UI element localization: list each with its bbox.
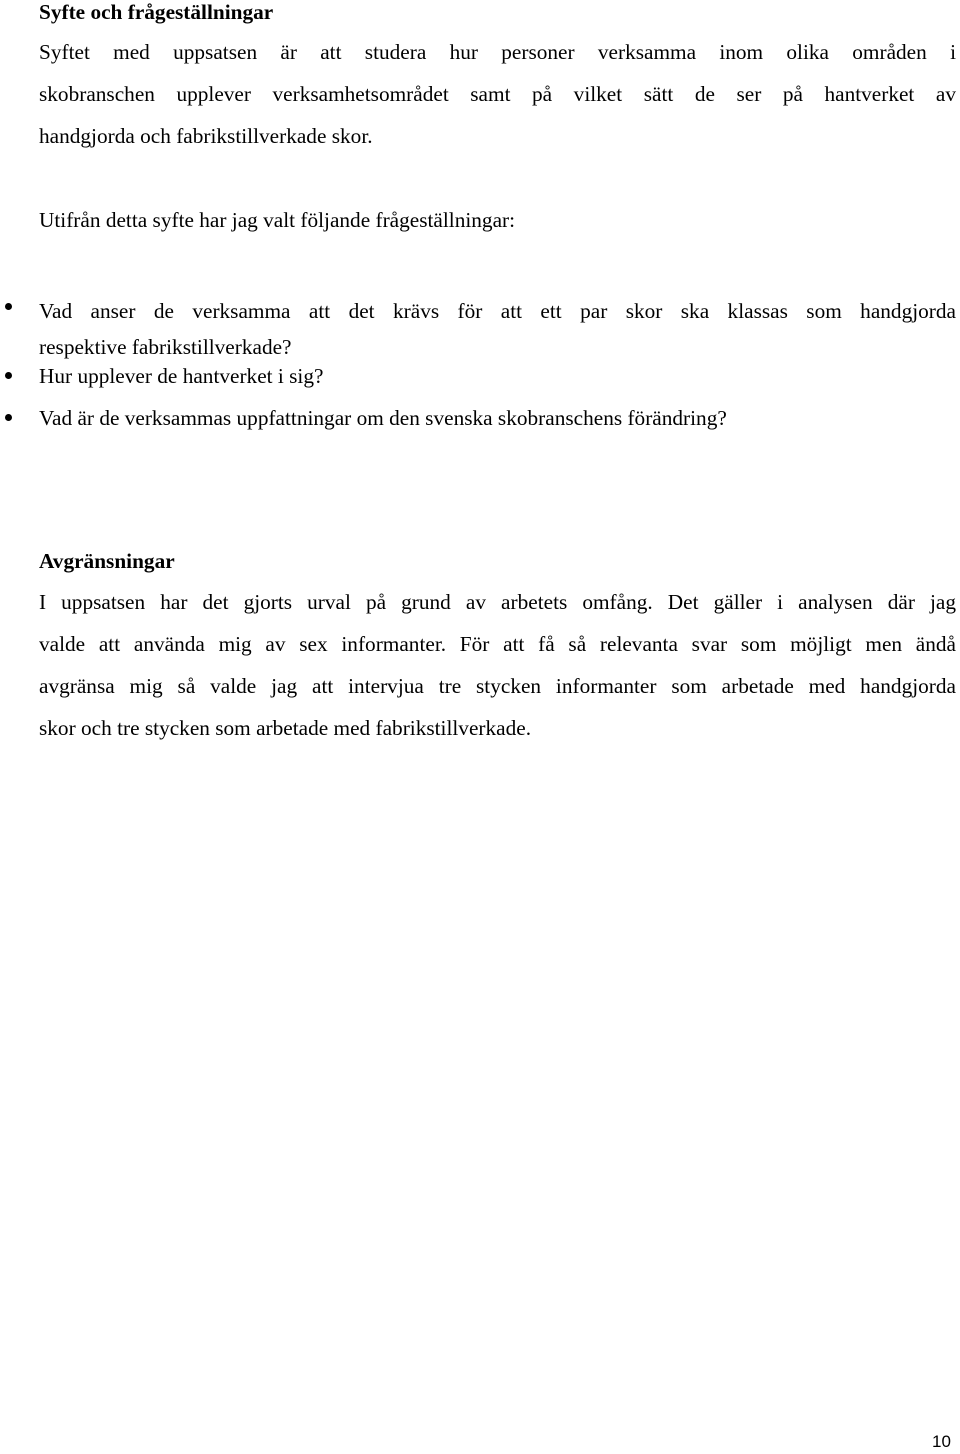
question-line: Vad är de verksammas uppfattningar om den svenska skobranschens förändring?	[39, 406, 727, 430]
paragraph-line: skobranschen upplever verksamhetsområdet samt på vilket sätt de ser på hantverket av	[39, 82, 956, 106]
paragraph-line: skor och tre stycken som arbetade med fabrikstillverkade.	[39, 716, 532, 740]
bullet-icon	[5, 303, 12, 310]
questions-intro: Utifrån detta syfte har jag valt följande frågeställningar:	[39, 208, 516, 232]
paragraph-line: Syftet med uppsatsen är att studera hur personer verksamma inom olika områden i	[39, 40, 956, 64]
paragraph-line: avgränsa mig så valde jag att intervjua tre stycken informanter som arbetade med handgjorda	[39, 674, 956, 698]
research-questions-list	[0, 290, 960, 439]
list-item	[0, 397, 956, 439]
question-line: Vad anser de verksamma att det krävs för att ett par skor ska klassas som handgjorda	[39, 299, 956, 323]
limitations-paragraph	[39, 581, 956, 749]
paragraph-line: valde att använda mig av sex informanter. För att få så relevanta svar som möjligt men ändå	[39, 632, 956, 656]
section-heading-avgransningar: Avgränsningar	[39, 549, 175, 573]
question-line: respektive fabrikstillverkade?	[39, 335, 292, 359]
bullet-icon	[5, 414, 12, 421]
question-line: Hur upplever de hantverket i sig?	[39, 364, 324, 388]
section-heading-syfte: Syfte och frågeställningar	[39, 0, 274, 24]
list-item	[0, 355, 956, 397]
purpose-paragraph	[39, 31, 956, 157]
bullet-icon	[5, 372, 12, 379]
page-number: 10	[932, 1432, 951, 1451]
paragraph-line: I uppsatsen har det gjorts urval på grund av arbetets omfång. Det gäller i analysen där jag	[39, 590, 956, 614]
paragraph-line: handgjorda och fabrikstillverkade skor.	[39, 124, 373, 148]
